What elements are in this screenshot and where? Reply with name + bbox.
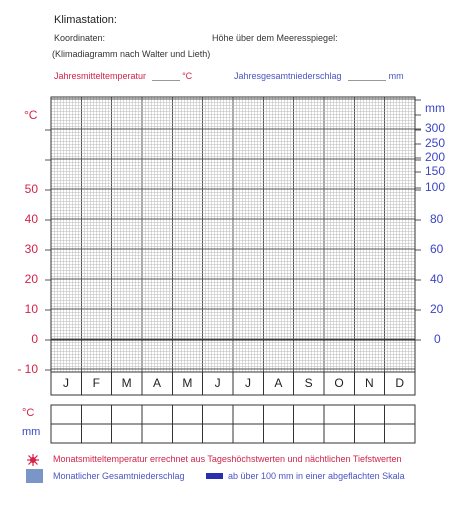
annual-temp-unit: °C	[182, 71, 193, 81]
precip-swatch-icon	[26, 469, 43, 483]
month-label: D	[395, 376, 404, 390]
scale-bar-icon	[206, 473, 223, 479]
left-tick-label: 20	[24, 272, 38, 286]
legend-temp-row	[26, 451, 40, 469]
month-label: M	[182, 376, 193, 390]
left-tick-label: 0	[31, 332, 38, 346]
right-tick-label: 250	[425, 136, 446, 150]
month-label: A	[152, 376, 161, 390]
month-label: S	[304, 376, 313, 390]
annual-precip-unit: mm	[388, 71, 404, 81]
legend-scale-text: ab über 100 mm in einer abgeflachten Skala	[228, 471, 405, 481]
right-tick-label: 80	[430, 212, 444, 226]
coordinates-label: Koordinaten:	[54, 33, 106, 43]
legend-temp-text: Monatsmitteltemperatur errechnet aus Tageshöchstwerten und nächtlichen Tiefstwerten	[53, 454, 402, 464]
left-axis-unit: °C	[24, 108, 38, 122]
month-label: N	[364, 376, 374, 390]
month-label: O	[334, 376, 344, 390]
legend-precip-text: Monatlicher Gesamtniederschlag	[53, 471, 185, 481]
annual-precip-label: Jahresgesamtniederschlag	[234, 71, 342, 81]
table-temp-row-label: °C	[22, 407, 35, 419]
month-label: J	[214, 376, 221, 390]
height-label: Höhe über dem Meeresspiegel:	[212, 33, 338, 43]
right-tick-label: 60	[430, 242, 444, 256]
right-tick-label: 150	[425, 164, 446, 178]
left-tick-label: 30	[24, 242, 38, 256]
annual-temp-label: Jahresmitteltemperatur	[54, 71, 147, 81]
station-label: Klimastation:	[54, 14, 117, 26]
right-tick-label: 0	[434, 332, 441, 346]
left-tick-label: 10	[24, 302, 38, 316]
left-tick-label: 50	[24, 182, 38, 196]
right-tick-label: 300	[425, 121, 446, 135]
right-axis-unit: mm	[425, 101, 445, 115]
month-label: A	[274, 376, 283, 390]
left-tick-label: 40	[24, 212, 38, 226]
right-tick-label: 20	[430, 302, 444, 316]
table-precip-row-label: mm	[22, 426, 41, 438]
temperature-marker-icon	[26, 453, 40, 467]
left-tick-label: - 10	[17, 362, 38, 376]
diagram-subtitle: (Klimadiagramm nach Walter und Lieth)	[52, 49, 211, 59]
month-label: M	[121, 376, 132, 390]
month-label: J	[63, 376, 69, 390]
month-label: F	[92, 376, 100, 390]
right-tick-label: 40	[430, 272, 444, 286]
month-label: J	[245, 376, 251, 390]
right-tick-label: 100	[425, 180, 446, 194]
right-tick-label: 200	[425, 150, 446, 164]
